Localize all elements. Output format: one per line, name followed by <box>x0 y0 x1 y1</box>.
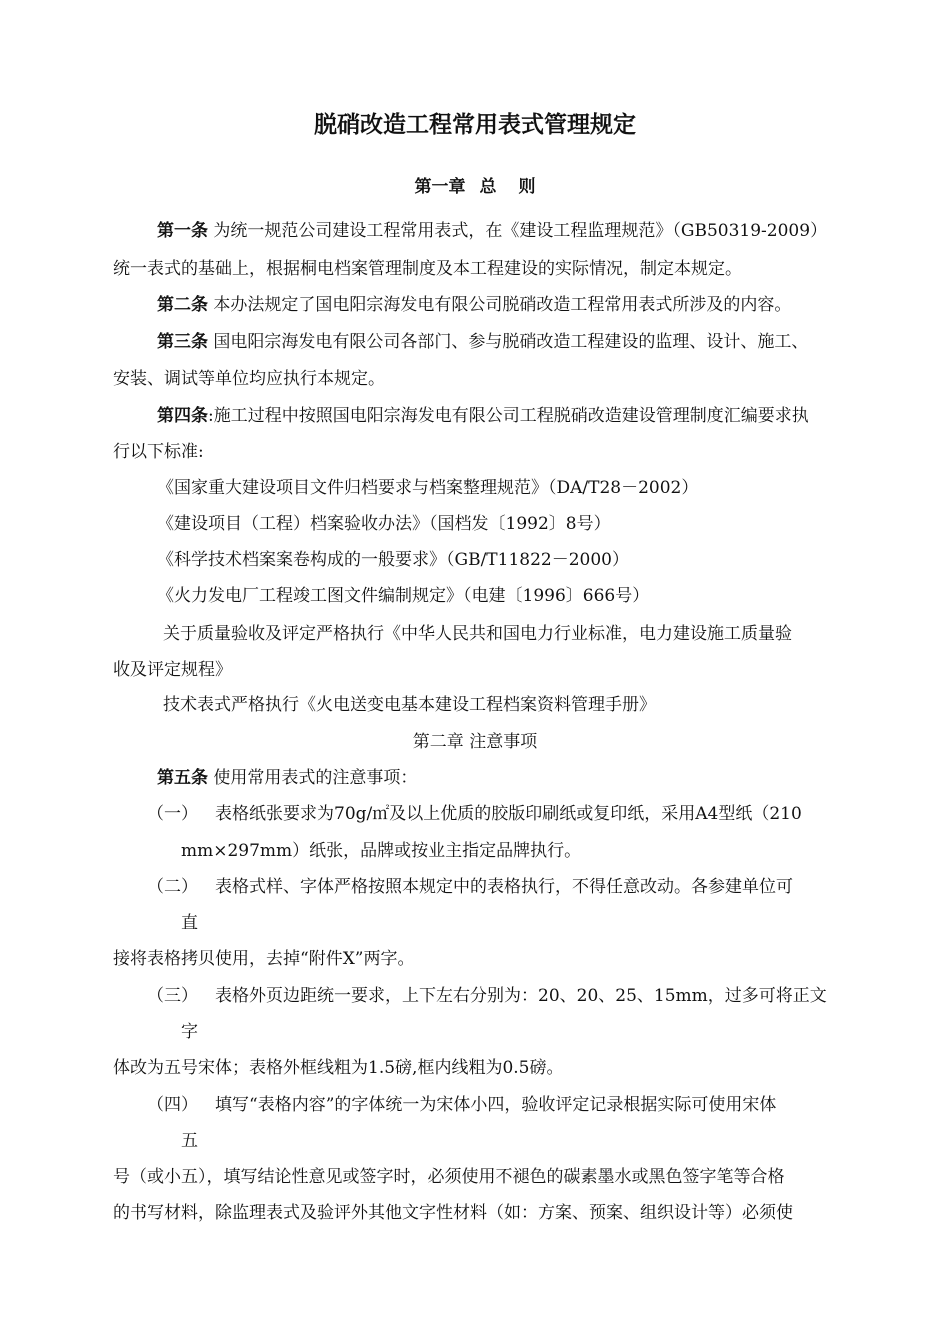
article-1-text-2: 统一表式的基础上，根据桐电档案管理制度及本工程建设的实际情况，制定本规定。 <box>113 259 742 279</box>
quality-text-2: 收及评定规程》 <box>113 660 232 680</box>
article-3-text-2: 安装、调试等单位均应执行本规定。 <box>113 369 385 389</box>
item-2-text-2: 直 <box>181 913 198 933</box>
article-4-label: 第四条 <box>157 406 208 426</box>
item-3-text-2: 字 <box>181 1022 198 1042</box>
standard-item-1: 《国家重大建设项目文件归档要求与档案整理规范》（DA/T28－2002） <box>157 478 699 498</box>
item-1-text-1: 表格纸张要求为70g/㎡及以上优质的胶版印刷纸或复印纸，采用A4型纸（210 <box>215 804 802 824</box>
tech-forms-text: 技术表式严格执行《火电送变电基本建设工程档案资料管理手册》 <box>163 695 656 715</box>
item-4-text-2: 五 <box>181 1131 198 1151</box>
chapter-1-heading <box>0 176 950 198</box>
article-1-text-1: 为统一规范公司建设工程常用表式，在《建设工程监理规范》（GB50319-2009） <box>213 221 828 241</box>
item-4-text-3: 号（或小五），填写结论性意见或签字时，必须使用不褪色的碳素墨水或黑色签字笔等合格 <box>113 1167 785 1187</box>
article-3-label: 第三条 <box>157 332 208 352</box>
item-3-text-3: 体改为五号宋体；表格外框线粗为1.5磅,框内线粗为0.5磅。 <box>113 1058 564 1078</box>
article-4-text-2: 行以下标准: <box>113 442 204 462</box>
item-2-text-3: 接将表格拷贝使用，去掉“附件X”两字。 <box>113 949 415 969</box>
document-title: 脱硝改造工程常用表式管理规定 <box>314 112 636 138</box>
item-1-number: （一） <box>147 804 198 824</box>
item-4-text-4: 的书写材料，除监理表式及验评外其他文字性材料（如：方案、预案、组织设计等）必须使 <box>113 1203 793 1223</box>
quality-text-1: 关于质量验收及评定严格执行《中华人民共和国电力行业标准，电力建设施工质量验 <box>163 624 792 644</box>
article-2-label: 第二条 <box>157 295 208 315</box>
article-4-text-1: :施工过程中按照国电阳宗海发电有限公司工程脱硝改造建设管理制度汇编要求执 <box>208 406 809 426</box>
article-3-line-1 <box>157 331 808 353</box>
article-5-line-1 <box>157 767 417 789</box>
article-5-text-1: 使用常用表式的注意事项： <box>213 768 418 788</box>
chapter-1-word-1: 总 <box>479 177 497 197</box>
article-4-line-1 <box>157 405 809 427</box>
article-5-label: 第五条 <box>157 768 208 788</box>
item-1-text-2: mm×297mm）纸张，品牌或按业主指定品牌执行。 <box>181 841 582 861</box>
chapter-1-word-2: 则 <box>518 177 536 197</box>
article-2-line-1 <box>157 294 791 316</box>
article-1-label: 第一条 <box>157 221 208 241</box>
item-2-text-1: 表格式样、字体严格按照本规定中的表格执行，不得任意改动。各参建单位可 <box>215 877 793 897</box>
chapter-1-prefix: 第一章 <box>414 177 466 197</box>
item-4-text-1: 填写“表格内容”的字体统一为宋体小四，验收评定记录根据实际可使用宋体 <box>215 1095 777 1115</box>
article-1-line-1 <box>157 220 827 242</box>
item-2-number: （二） <box>147 877 198 897</box>
standard-item-3: 《科学技术档案案卷构成的一般要求》（GB/T11822－2000） <box>157 550 629 570</box>
item-3-text-1: 表格外页边距统一要求，上下左右分别为：20、20、25、15mm，过多可将正文 <box>215 986 827 1006</box>
standard-item-4: 《火力发电厂工程竣工图文件编制规定》（电建〔1996〕666号） <box>157 586 650 606</box>
article-2-text-1: 本办法规定了国电阳宗海发电有限公司脱硝改造工程常用表式所涉及的内容。 <box>213 295 792 315</box>
chapter-2-heading: 第二章 注意事项 <box>412 732 538 752</box>
article-3-text-1: 国电阳宗海发电有限公司各部门、参与脱硝改造工程建设的监理、设计、施工、 <box>213 332 809 352</box>
item-4-number: （四） <box>147 1095 198 1115</box>
item-3-number: （三） <box>147 986 198 1006</box>
standard-item-2: 《建设项目（工程）档案验收办法》（国档发〔1992〕8号） <box>157 514 611 534</box>
